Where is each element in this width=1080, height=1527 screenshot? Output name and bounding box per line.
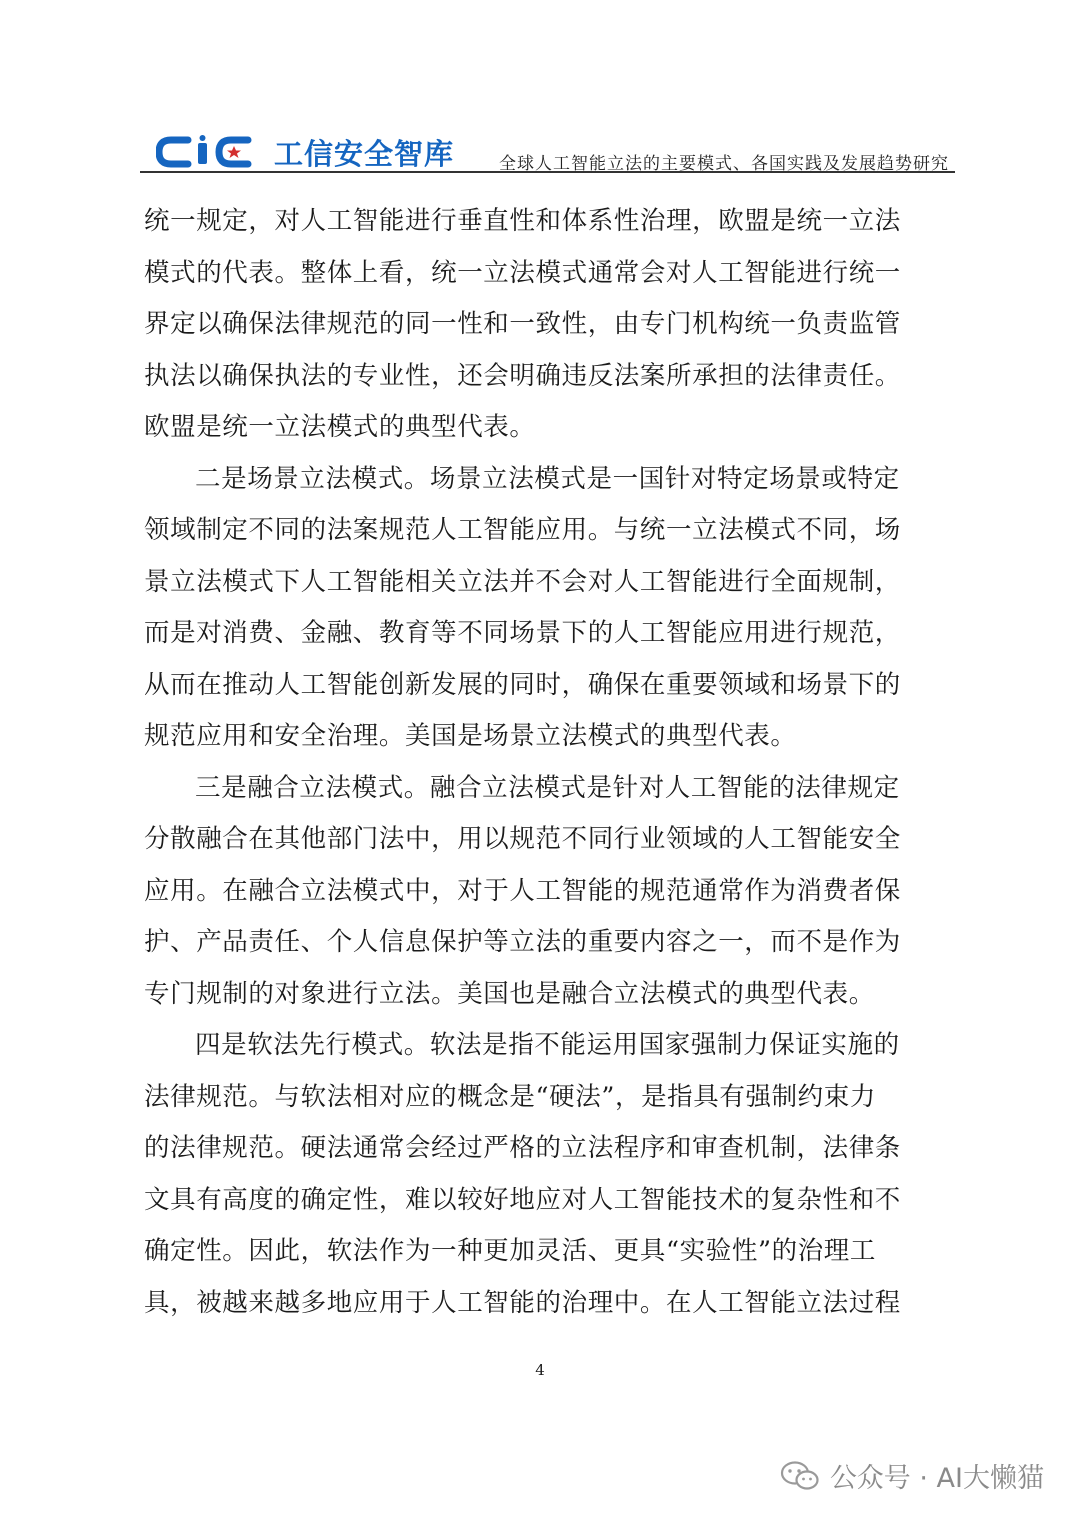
text-line: 而是对消费、金融、教育等不同场景下的人工智能应用进行规范， [144,618,901,648]
page-header [140,128,955,176]
document-title: 全球人工智能立法的主要模式、各国实践及发展趋势研究 [499,154,949,174]
text-line: 二是场景立法模式。场景立法模式是一国针对特定场景或特定 [195,463,900,494]
text-line: 界定以确保法律规范的同一性和一致性，由专门机构统一负责监管 [144,309,901,339]
text-line: 景立法模式下人工智能相关立法并不会对人工智能进行全面规制， [144,566,901,597]
text-line: 统一规定，对人工智能进行垂直性和体系性治理，欧盟是统一立法 [144,206,901,236]
text-line: 欧盟是统一立法模式的典型代表。 [144,412,536,442]
page-number: 4 [535,1361,545,1379]
body-text [144,196,946,1329]
text-line: 模式的代表。整体上看，统一立法模式通常会对人工智能进行统一 [144,257,901,288]
wechat-icon [780,1460,820,1492]
text-line: 具，被越来越多地应用于人工智能的治理中。在人工智能立法过程 [144,1287,901,1318]
cic-logo [156,132,454,172]
text-line: 领域制定不同的法案规范人工智能应用。与统一立法模式不同，场 [144,515,901,545]
text-line: 应用。在融合立法模式中，对于人工智能的规范通常作为消费者保 [144,875,901,906]
text-line: 分散融合在其他部门法中，用以规范不同行业领域的人工智能安全 [144,824,901,854]
text-line: 确定性。因此，软法作为一种更加灵活、更具“实验性”的治理工 [144,1236,876,1266]
text-line: 文具有高度的确定性，难以较好地应对人工智能技术的复杂性和不 [144,1184,901,1215]
cic-logo-icon [156,135,276,169]
watermark-text: 公众号 · AI大懒猫 [829,1463,1044,1494]
watermark [780,1456,1044,1495]
logo-text: 工信安全智库 [274,136,455,171]
text-line: 从而在推动人工智能创新发展的同时，确保在重要领域和场景下的 [144,669,901,700]
header-rule [140,171,955,173]
text-line: 三是融合立法模式。融合立法模式是针对人工智能的法律规定 [195,772,900,803]
text-line: 法律规范。与软法相对应的概念是“硬法”，是指具有强制约束力 [144,1081,876,1112]
text-line: 规范应用和安全治理。美国是场景立法模式的典型代表。 [144,721,797,751]
text-line: 护、产品责任、个人信息保护等立法的重要内容之一，而不是作为 [144,927,901,957]
text-line: 四是软法先行模式。软法是指不能运用国家强制力保证实施的 [195,1030,900,1060]
text-line: 执法以确保执法的专业性，还会明确违反法案所承担的法律责任。 [144,360,901,391]
text-line: 专门规制的对象进行立法。美国也是融合立法模式的典型代表。 [144,978,875,1009]
text-line: 的法律规范。硬法通常会经过严格的立法程序和审查机制，法律条 [144,1133,901,1163]
